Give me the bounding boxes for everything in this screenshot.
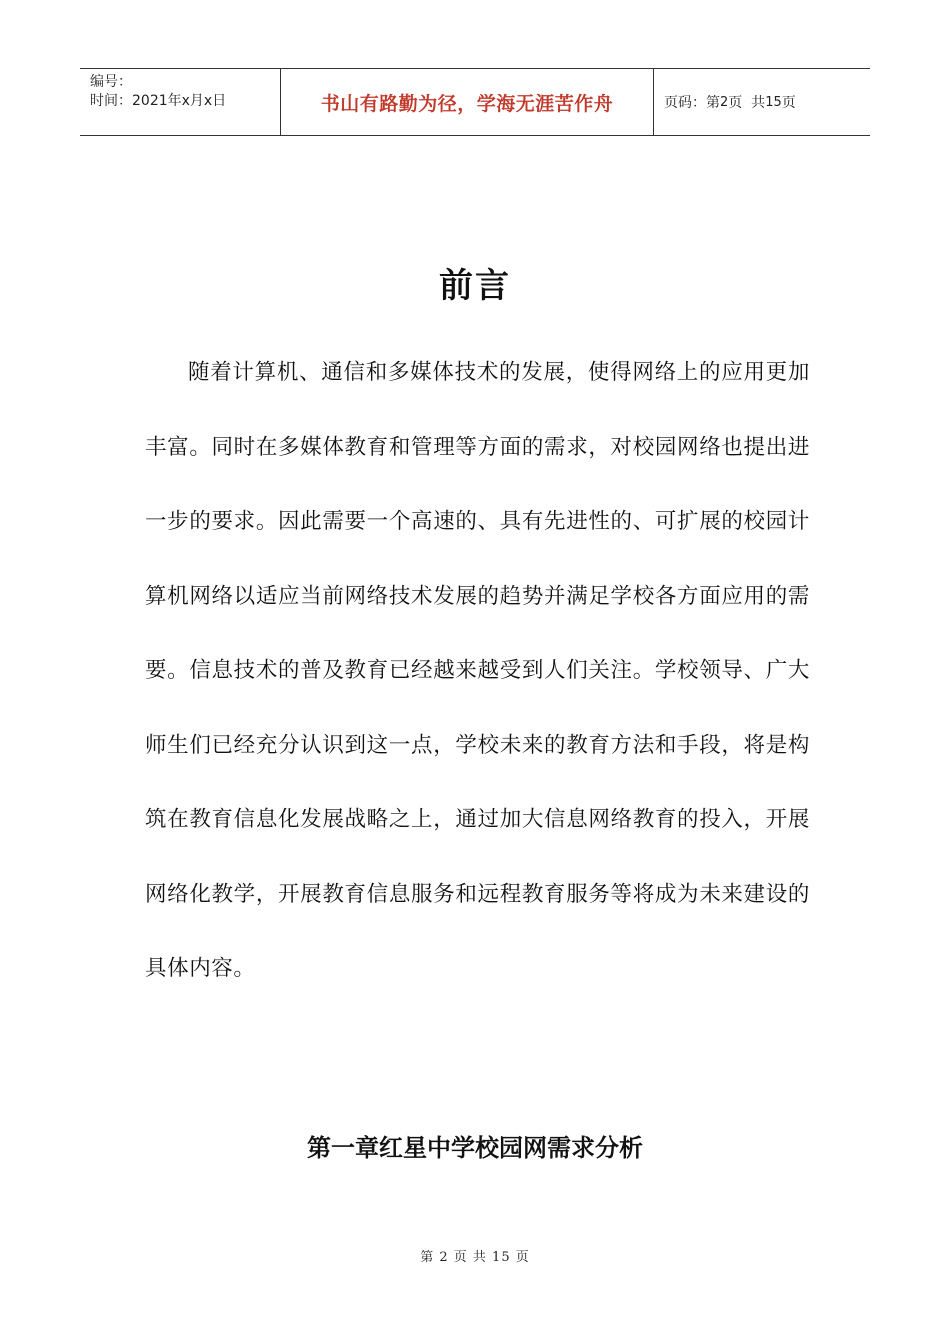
page-end: 页 <box>781 95 796 111</box>
document-time-label: 时间：2021年x月x日 <box>90 93 227 109</box>
header-motto: 书山有路勤为径，学海无涯苦作舟 <box>281 69 654 135</box>
header-meta-cell <box>80 69 281 135</box>
page-footer: 第 2 页 共 15 页 <box>420 1250 530 1265</box>
page-mid: 页 共 <box>728 95 766 111</box>
page-title: 前言 <box>439 266 511 306</box>
header-page-info <box>654 69 870 135</box>
page-total: 15 <box>765 94 782 110</box>
page-current: 2 <box>720 94 729 110</box>
document-number-label: 编号： <box>90 74 132 90</box>
chapter-heading: 第一章红星中学校园网需求分析 <box>307 1133 643 1162</box>
page-header <box>80 68 870 136</box>
preface-paragraph: 随着计算机、通信和多媒体技术的发展，使得网络上的应用更加丰富。同时在多媒体教育和管理等方面的需求，对校园网络也提出进一步的要求。因此需要一个高速的、具有先进性的、可扩展的校园计算机网络以适应当前网络技术发展的趋势并满足学校各方面应用的需要。信息技术的普及教育已经越来越受到人们关注。学校领导、广大师生们已经充分认识到这一点，学校未来的教育方法和手段，将是构筑在教育信息化发展战略之上，通过加大信息网络教育的投入，开展网络化教学，开展教育信息服务和远程教育服务等将成为未来建设的具体内容。 <box>145 360 810 981</box>
page-label: 页码：第 <box>664 95 720 111</box>
